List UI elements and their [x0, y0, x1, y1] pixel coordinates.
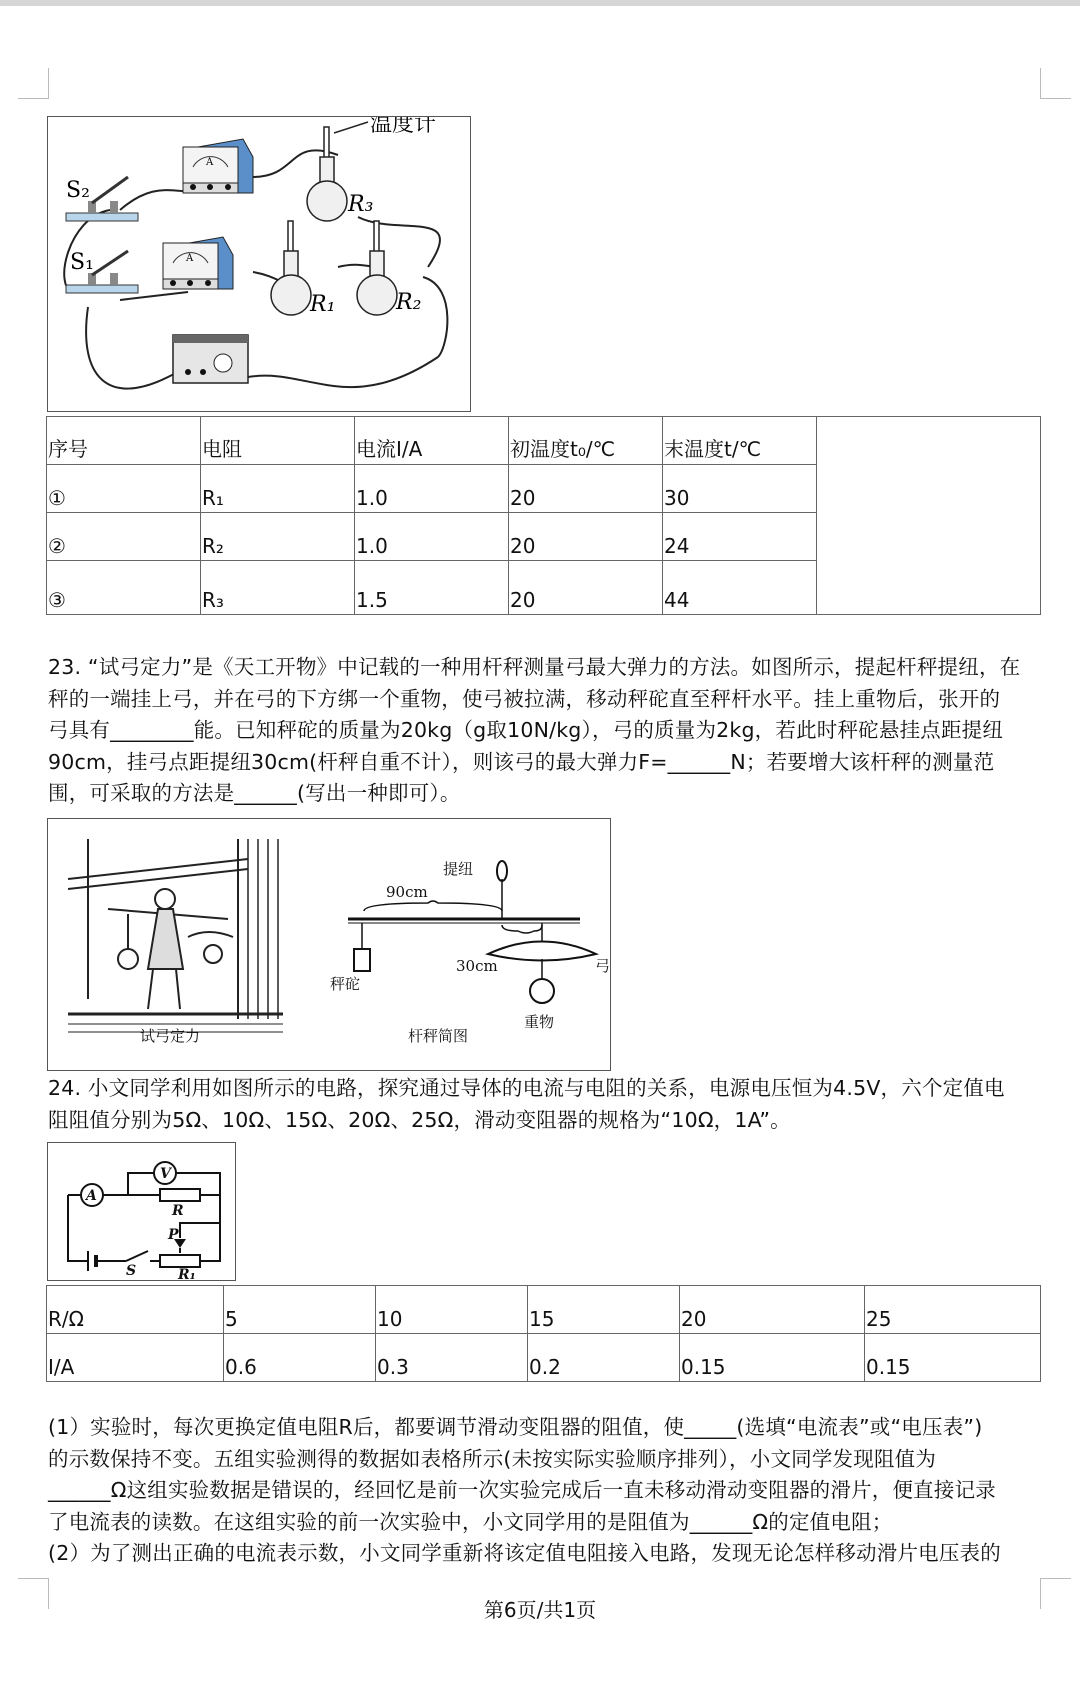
svg-text:A: A: [186, 253, 194, 264]
table-header: 末温度t/℃: [663, 417, 817, 465]
label-90cm: 90cm: [386, 883, 428, 901]
page-corner-mark: [18, 68, 49, 99]
bow-icon: [488, 942, 596, 961]
label-zhongwu: 重物: [524, 1013, 555, 1031]
tiniu-knob-icon: [497, 861, 507, 881]
table-header: 电流I/A: [355, 417, 509, 465]
table-row: I/A 0.6 0.3 0.2 0.15 0.15: [47, 1334, 1041, 1382]
table-header: 电阻: [201, 417, 355, 465]
svg-text:A: A: [206, 157, 214, 168]
r2-label: R₂: [396, 290, 422, 315]
circuit-thermometer-figure: [47, 116, 471, 412]
thermometer-label: 温度计: [370, 117, 437, 137]
table-row: ② R₂ 1.0 20 24: [47, 513, 1041, 561]
temperature-table: [46, 416, 1041, 615]
ancient-scene-illustration: [66, 837, 283, 1032]
resistance-circuit-figure: [47, 1142, 236, 1281]
caption-right: 杆秤简图: [408, 1027, 469, 1045]
switch-s-label: S: [126, 1263, 137, 1279]
resistance-current-table: [46, 1285, 1041, 1382]
flask-r2-icon: [357, 221, 397, 315]
ammeter-label: A: [86, 1188, 97, 1204]
label-gong: 弓: [595, 957, 610, 975]
question-23: 23. “试弓定力”是《天工开物》中记载的一种用杆秤测量弓最大弹力的方法。如图所示，提起杆秤提纽，在 秤的一端挂上弓，并在弓的下方绑一个重物，使弓被拉满，移动秤砣直至秤杆水平。挂上重物后，张开的 弓具有________能。已知秤砣的质量为20kg（g取10N/kg），弓的质量为2kg，若此时秤砣悬挂点距提纽 90cm，挂弓点距提纽30cm(杆秤自重不计），则该弓的最大弹力F=______N；若要增大该杆秤的测量范 围，可采取的方法是______(写出一种即可）。: [48, 655, 1021, 805]
resistor-r-label: R: [172, 1203, 184, 1219]
caption-left: 试弓定力: [140, 1027, 201, 1045]
power-supply-icon: [173, 335, 248, 383]
rheostat-r1-label: R₁: [178, 1267, 196, 1280]
steelyard-figure: [47, 818, 611, 1071]
table-empty-cell: [817, 417, 1041, 615]
s2-label: S₂: [66, 178, 90, 203]
slider-p-label: P: [168, 1227, 179, 1243]
page-corner-mark: [1040, 68, 1071, 99]
s1-label: S₁: [70, 250, 94, 275]
flask-r1-icon: [271, 221, 311, 315]
label-tiniu: 提纽: [443, 860, 474, 878]
label-30cm: 30cm: [456, 957, 498, 975]
table-header: 序号: [47, 417, 201, 465]
table-row: R/Ω 5 10 15 20 25: [47, 1286, 1041, 1334]
question-24: 24. 小文同学利用如图所示的电路，探究通过导体的电流与电阻的关系，电源电压恒为4.5V，六个定值电 阻阻值分别为5Ω、10Ω、15Ω、20Ω、25Ω，滑动变阻器的规格为“10Ω，1A”。: [48, 1076, 1005, 1132]
top-bar: [0, 0, 1080, 6]
table-row: ③ R₃ 1.5 20 44: [47, 561, 1041, 615]
zhongwu-weight-icon: [530, 979, 554, 1003]
label-chengtuo: 秤砣: [330, 975, 361, 993]
r1-label: R₁: [310, 292, 336, 317]
chengtuo-weight-icon: [354, 949, 370, 971]
table-header: 初温度t₀/℃: [509, 417, 663, 465]
table-row: ① R₁ 1.0 20 30: [47, 465, 1041, 513]
ammeter-icon: [183, 139, 253, 193]
flask-r3-icon: [307, 127, 347, 221]
page-number: 第6页/共1页: [483, 1598, 597, 1622]
voltmeter-label: V: [160, 1166, 171, 1182]
question-24-parts: (1）实验时，每次更换定值电阻R后，都要调节滑动变阻器的阻值，使_____(选填“电流表”或“电压表”) 的示数保持不变。五组实验测得的数据如表格所示(未按实际实验顺序排列），小文同学发现阻值为 ______Ω这组实验数据是错误的，经回忆是前一次实验完成后一直未移动滑动变阻器的滑片，便直接记录 了电流表的读数。在这组实验的前一次实验中，小文同学用的是阻值为______Ω的定值电阻； (2）为了测出正确的电流表示数，小文同学重新将该定值电阻接入电路，发现无论怎样移动滑片电压表的: [48, 1415, 1001, 1565]
r3-label: R₃: [348, 192, 374, 217]
ammeter-icon: [163, 237, 233, 289]
